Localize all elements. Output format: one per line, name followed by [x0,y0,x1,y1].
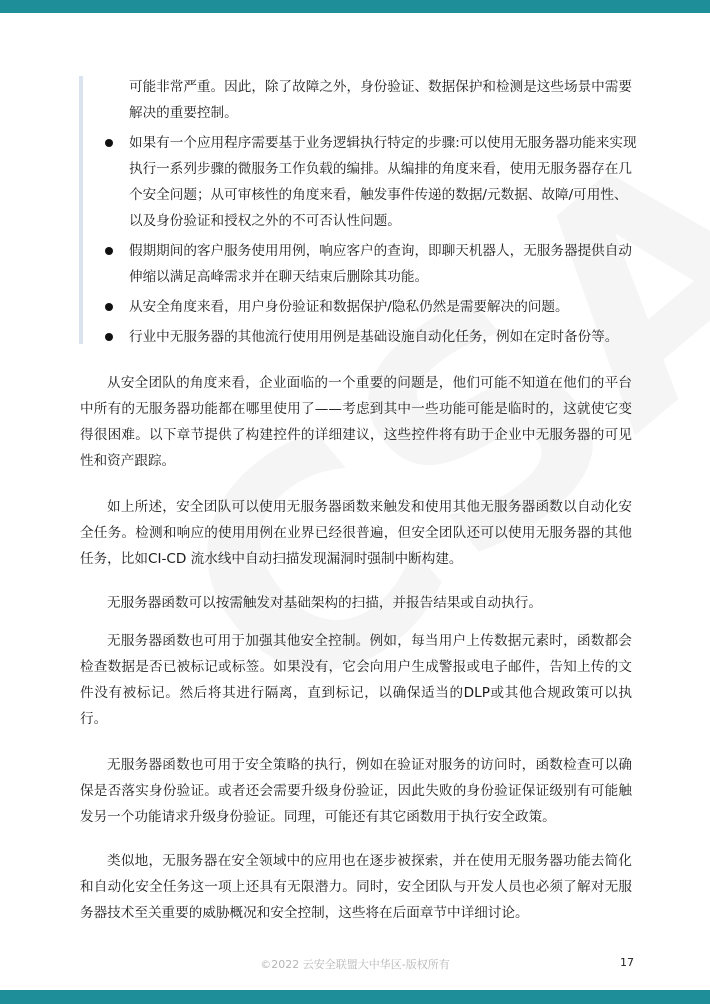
paragraph: 从安全团队的角度来看，企业面临的一个重要的问题是，他们可能不知道在他们的平台中所有的无服务器功能都在哪里使用了——考虑到其中一些功能可能是临时的，这就使它变得很困难。以下章节提供了构建控件的详细建议，这些控件将有助于企业中无服务器的可见性和资产跟踪。 [80,375,632,469]
list-item [100,238,640,290]
paragraph: 如上所述，安全团队可以使用无服务器函数来触发和使用其他无服务器函数以自动化安全任务。检测和响应的使用用例在业界已经很普遍，但安全团队还可以使用无服务器的其他任务，比如CI-CD 流水线中自动扫描发现漏洞时强制中断构建。 [80,499,632,567]
paragraph-block-1 [80,370,632,474]
list-item [100,294,640,320]
list-item-continuation [100,74,640,126]
list-item [100,324,640,350]
top-accent-bar [0,0,710,13]
list-item-text: 从安全角度来看，用户身份验证和数据保护/隐私仍然是需要解决的问题。 [129,299,569,315]
list-item-text: 如果有一个应用程序需要基于业务逻辑执行特定的步骤:可以使用无服务器功能来实现执行一系列步骤的微服务工作负载的编排。从编排的角度来看，使用无服务器存在几个安全问题；从可审核性的角度来看，触发事件传递的数据/元数据、故障/可用性、以及身份验证和授权之外的不可否认性问题。 [129,135,637,229]
paragraph-block-2 [80,494,632,572]
list-item [100,130,640,234]
page-footer: ©2022 云安全联盟大中华区-版权所有 [260,958,450,971]
paragraph: 无服务器函数也可用于加强其他安全控制。例如，每当用户上传数据元素时，函数都会检查数据是否已被标记或标签。如果没有，它会向用户生成警报或电子邮件，告知上传的文件没有被标记。然后将其进行隔离，直到标记，以确保适当的DLP或其他合规政策可以执行。 [80,633,632,727]
bullet-list [100,74,640,354]
page-number: 17 [620,956,634,969]
bullet-icon [105,333,113,341]
bottom-accent-bar [0,990,710,1004]
list-item-text: 可能非常严重。因此，除了故障之外，身份验证、数据保护和检测是这些场景中需要解决的重要控制。 [129,79,632,121]
paragraph: 无服务器函数也可用于安全策略的执行，例如在验证对服务的访问时，函数检查可以确保是否落实身份验证。或者还会需要升级身份验证，因此失败的身份验证保证级别有可能触发另一个功能请求升级身份验证。同理，可能还有其它函数用于执行安全政策。 [80,757,632,825]
paragraph: 类似地，无服务器在安全领域中的应用也在逐步被探索，并在使用无服务器功能去简化和自动化安全任务这一项上还具有无限潜力。同时，安全团队与开发人员也必须了解对无服务器技术至关重要的威胁概况和安全控制，这些将在后面章节中详细讨论。 [80,853,632,921]
paragraph-block-3 [80,590,632,616]
bullet-icon [105,303,113,311]
paragraph-block-6 [80,848,632,926]
paragraph-block-4 [80,628,632,732]
list-item-text: 假期期间的客户服务使用用例，响应客户的查询，即聊天机器人，无服务器提供自动伸缩以满足高峰需求并在聊天结束后删除其功能。 [129,243,632,285]
bullet-icon [105,247,113,255]
bullet-icon [105,139,113,147]
paragraph-block-5 [80,752,632,830]
paragraph: 无服务器函数可以按需触发对基础架构的扫描，并报告结果或自动执行。 [107,595,542,611]
list-item-text: 行业中无服务器的其他流行使用用例是基础设施自动化任务，例如在定时备份等。 [129,329,619,345]
list-side-rule [79,76,83,344]
